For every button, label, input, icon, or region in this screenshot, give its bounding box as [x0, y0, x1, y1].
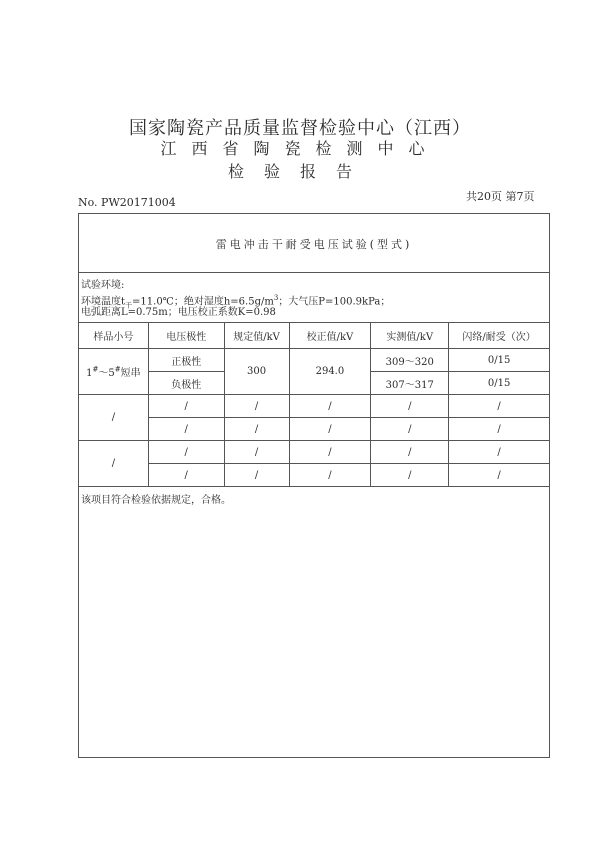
empty-cell: / [224, 441, 289, 464]
empty-cell: / [449, 418, 550, 441]
empty-cell: / [371, 441, 449, 464]
specified-value: 300 [224, 349, 289, 395]
empty-cell: / [371, 418, 449, 441]
table-row [79, 395, 550, 418]
col-header-sample: 样品小号 [79, 323, 149, 349]
environment-line3: 电弧距离L=0.75m；电压校正系数K=0.98 [81, 307, 276, 318]
empty-cell: / [371, 395, 449, 418]
section-title: 雷电冲击干耐受电压试验(型式) [215, 238, 413, 251]
empty-cell: / [289, 464, 371, 487]
empty-cell: / [224, 395, 289, 418]
page-count: 共20页 第7页 [466, 190, 535, 203]
empty-cell: / [289, 418, 371, 441]
empty-cell: / [449, 441, 550, 464]
sample-id: 1#～5#短串 [79, 349, 149, 395]
table-row [79, 349, 550, 372]
humidity-sup: 3 [273, 294, 279, 302]
pressure: ；大气压P=100.9kPa； [278, 296, 391, 308]
empty-cell: / [79, 441, 149, 487]
conclusion-text: 该项目符合检验依据规定，合格。 [81, 495, 231, 506]
empty-cell: / [371, 464, 449, 487]
col-header-corrected: 校正值/kV [289, 323, 371, 349]
empty-cell: / [148, 464, 224, 487]
table-row [79, 418, 550, 441]
empty-cell: / [79, 395, 149, 441]
empty-cell: / [449, 464, 550, 487]
temp-rest: =11.0℃；绝对湿度h=6.5g/m [132, 296, 274, 308]
flashover-negative: 0/15 [449, 372, 550, 395]
empty-cell: / [148, 395, 224, 418]
corrected-value: 294.0 [289, 349, 371, 395]
report-frame [78, 213, 550, 758]
header-line1: 国家陶瓷产品质量监督检验中心（江西） [129, 118, 471, 139]
measured-negative: 307～317 [371, 372, 449, 395]
col-header-polarity: 电压极性 [148, 323, 224, 349]
empty-cell: / [289, 395, 371, 418]
col-header-measured: 实测值/kV [371, 323, 449, 349]
empty-cell: / [224, 418, 289, 441]
environment-label: 试验环境: [81, 280, 125, 291]
empty-cell: / [224, 464, 289, 487]
col-header-specified: 规定值/kV [224, 323, 289, 349]
temp-prefix: 环境温度t [81, 296, 126, 308]
empty-cell: / [289, 441, 371, 464]
temp-sub: 干 [125, 301, 133, 310]
table-row [79, 441, 550, 464]
empty-cell: / [449, 395, 550, 418]
header-line2: 江西省陶瓷检测中心 [160, 139, 440, 158]
empty-cell: / [148, 441, 224, 464]
header-line3: 检验报告 [227, 162, 372, 181]
polarity-positive: 正极性 [148, 349, 224, 372]
measured-positive: 309～320 [371, 349, 449, 372]
table-row [79, 464, 550, 487]
col-header-flashover: 闪络/耐受（次） [449, 323, 550, 349]
results-table [78, 322, 550, 487]
divider [79, 272, 549, 273]
polarity-negative: 负极性 [148, 372, 224, 395]
empty-cell: / [148, 418, 224, 441]
flashover-positive: 0/15 [449, 349, 550, 372]
table-header-row [79, 323, 550, 349]
report-number: No. PW20171004 [78, 196, 176, 209]
